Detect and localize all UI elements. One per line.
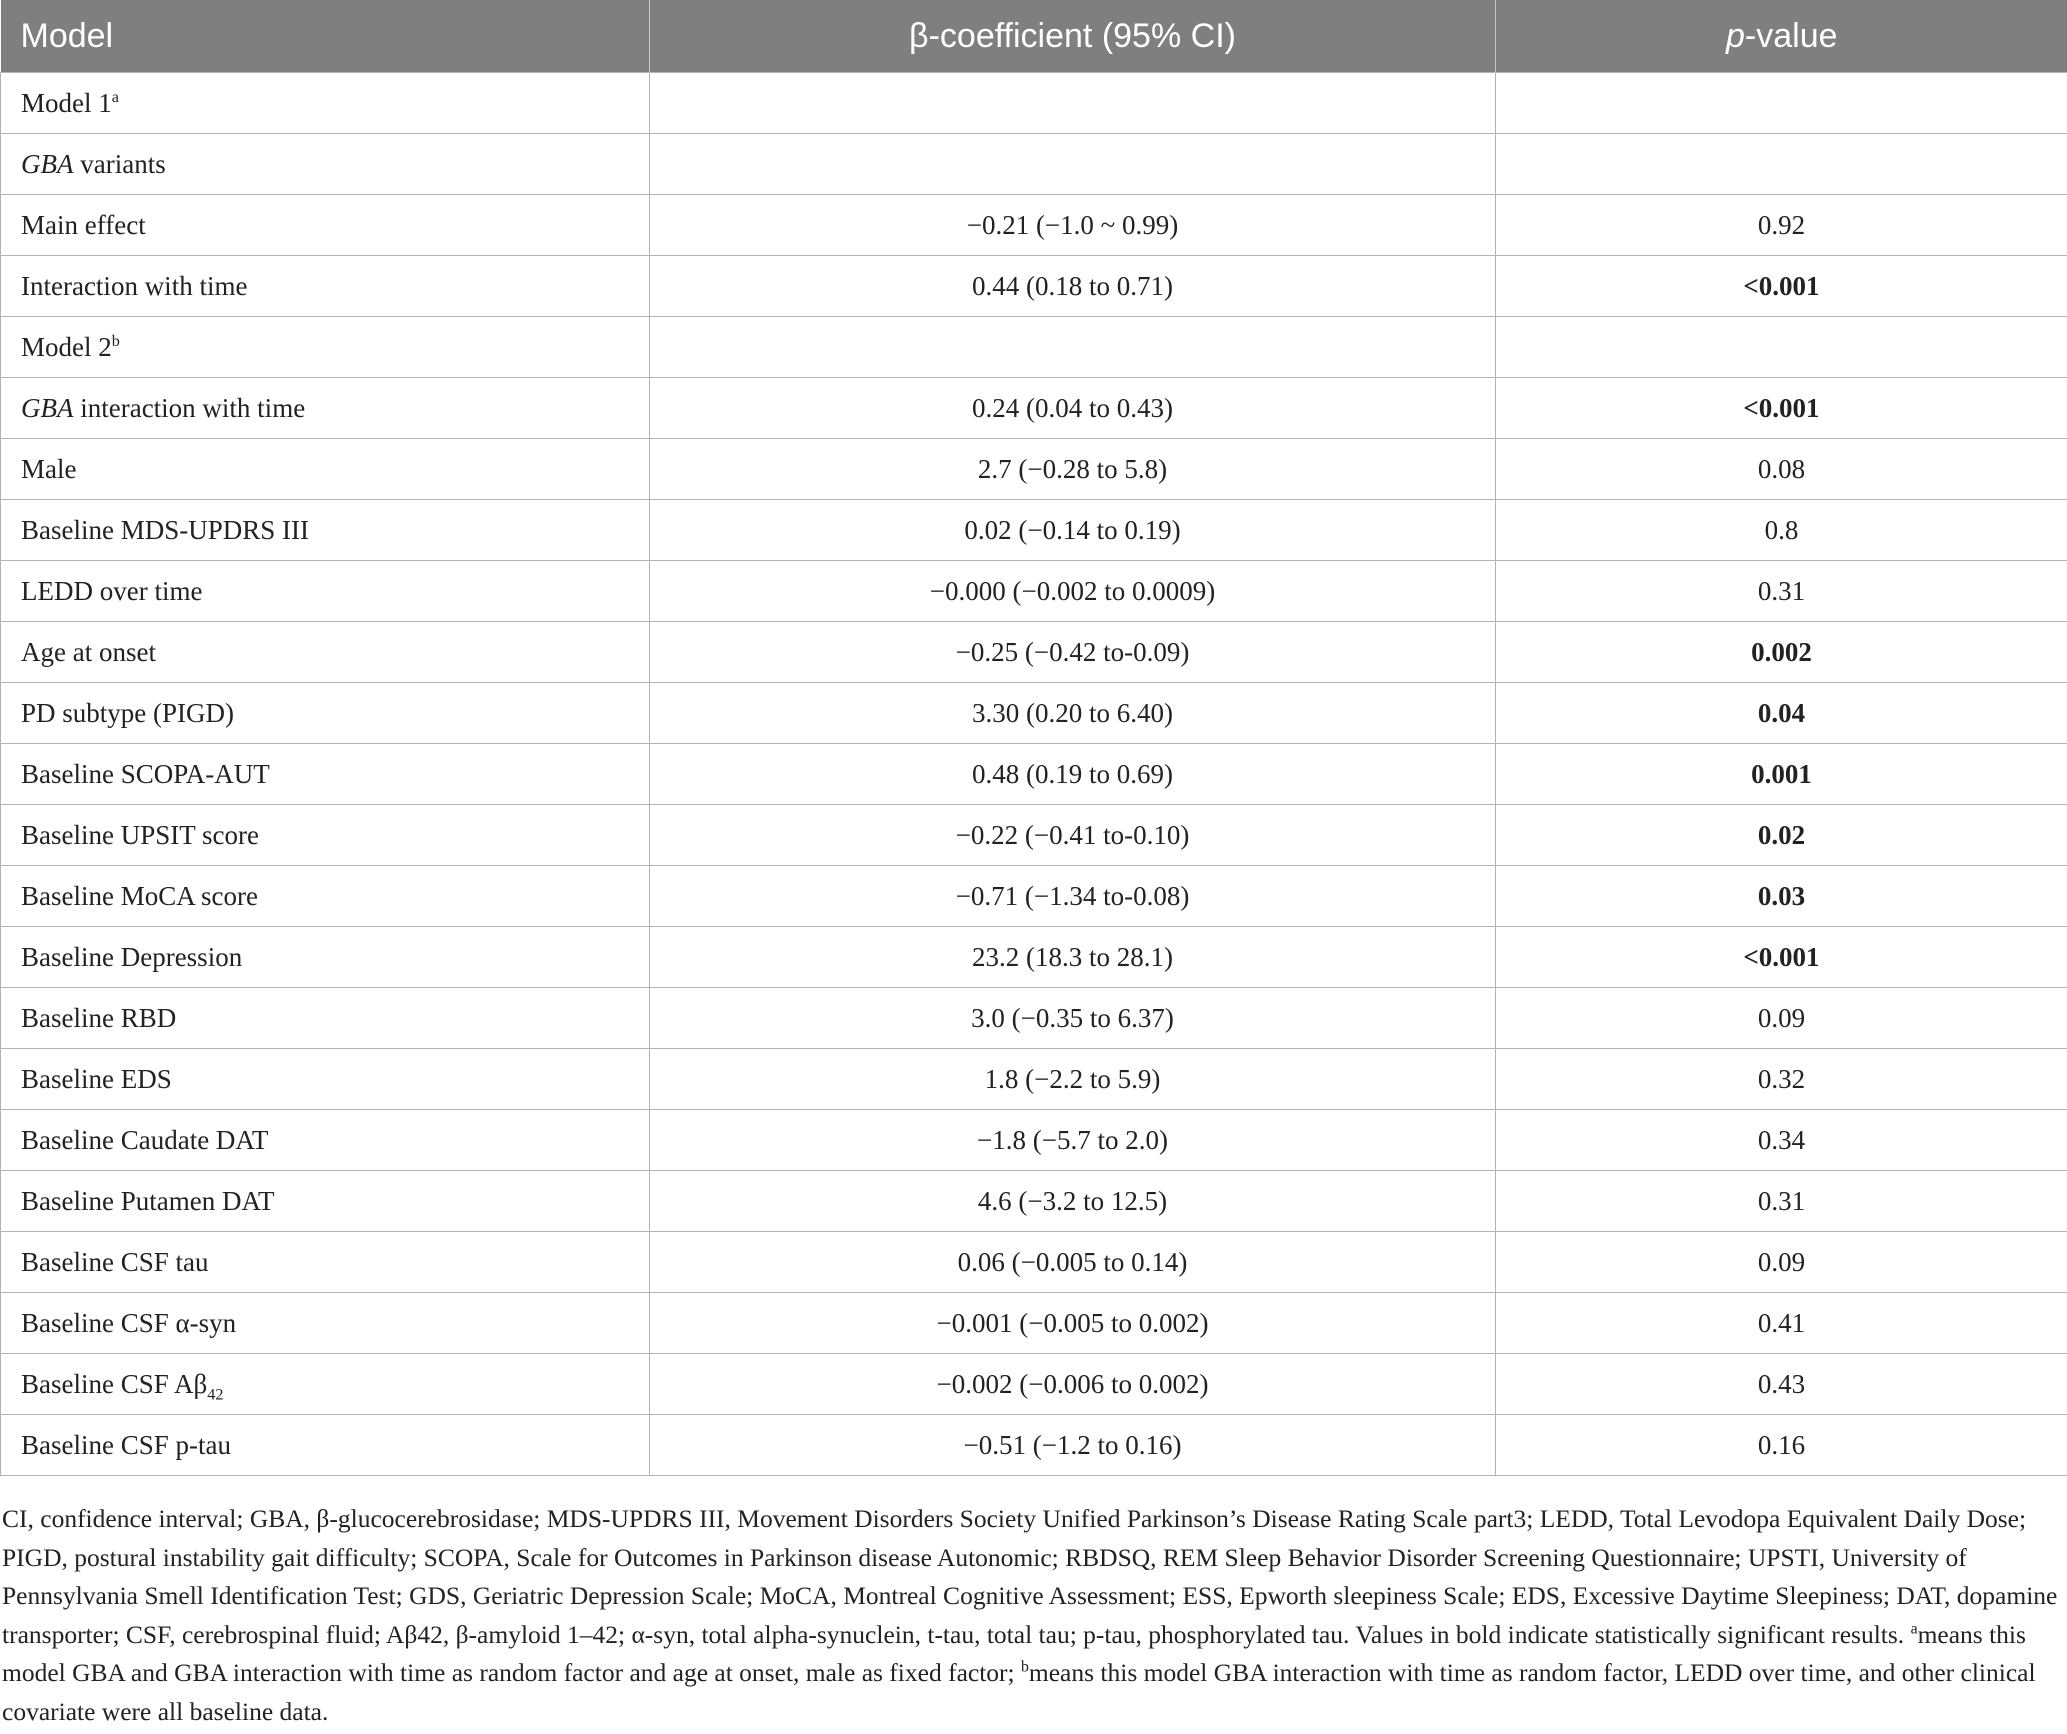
row-label	[1, 134, 650, 195]
row-beta	[650, 134, 1496, 195]
row-beta: 1.8 (−2.2 to 5.9)	[650, 1049, 1496, 1110]
row-p-value: 0.09	[1496, 1232, 2067, 1293]
row-beta: 0.06 (−0.005 to 0.14)	[650, 1232, 1496, 1293]
row-beta: 0.48 (0.19 to 0.69)	[650, 744, 1496, 805]
row-label-italic: GBA	[21, 392, 74, 423]
row-label	[1, 561, 650, 622]
row-p-value: 0.001	[1496, 744, 2067, 805]
header-p-rest: -value	[1744, 16, 1838, 55]
table-row	[1, 1354, 2067, 1415]
row-label-text: Baseline Depression	[21, 941, 243, 972]
table-row	[1, 73, 2067, 134]
row-beta	[650, 317, 1496, 378]
table-row	[1, 1110, 2067, 1171]
row-beta: 0.24 (0.04 to 0.43)	[650, 378, 1496, 439]
row-beta: −0.000 (−0.002 to 0.0009)	[650, 561, 1496, 622]
row-beta: 2.7 (−0.28 to 5.8)	[650, 439, 1496, 500]
table-row	[1, 1232, 2067, 1293]
row-label	[1, 1354, 650, 1415]
row-label	[1, 1232, 650, 1293]
row-label-text: Model 2	[21, 331, 112, 362]
row-label-text: Baseline UPSIT score	[21, 819, 259, 850]
table-row	[1, 1293, 2067, 1354]
table-body	[1, 73, 2067, 1476]
table-row	[1, 195, 2067, 256]
row-label-text: PD subtype (PIGD)	[21, 697, 234, 728]
header-beta: β-coefficient (95% CI)	[650, 0, 1496, 73]
row-beta: −0.001 (−0.005 to 0.002)	[650, 1293, 1496, 1354]
table-row	[1, 378, 2067, 439]
row-label	[1, 988, 650, 1049]
row-p-value: <0.001	[1496, 256, 2067, 317]
row-label-text: LEDD over time	[21, 575, 203, 606]
table-row	[1, 256, 2067, 317]
row-p-value: 0.002	[1496, 622, 2067, 683]
table-header-row	[1, 0, 2067, 73]
row-beta: −0.21 (−1.0 ~ 0.99)	[650, 195, 1496, 256]
row-p-value	[1496, 317, 2067, 378]
row-label-superscript: a	[111, 87, 119, 106]
row-beta: 23.2 (18.3 to 28.1)	[650, 927, 1496, 988]
row-beta: 3.30 (0.20 to 6.40)	[650, 683, 1496, 744]
row-label	[1, 1110, 650, 1171]
row-label-rest: interaction with time	[73, 392, 306, 423]
row-label	[1, 317, 650, 378]
row-label-text: Interaction with time	[21, 270, 248, 301]
table-row	[1, 988, 2067, 1049]
row-label-text: Baseline Caudate DAT	[21, 1124, 269, 1155]
row-p-value	[1496, 134, 2067, 195]
row-label	[1, 622, 650, 683]
row-p-value: <0.001	[1496, 378, 2067, 439]
row-p-value: 0.41	[1496, 1293, 2067, 1354]
table-row	[1, 439, 2067, 500]
row-beta: −0.51 (−1.2 to 0.16)	[650, 1415, 1496, 1476]
table-row	[1, 927, 2067, 988]
row-label-text: Baseline Putamen DAT	[21, 1185, 275, 1216]
row-label	[1, 195, 650, 256]
row-label-italic: GBA	[21, 148, 74, 179]
row-p-value: 0.16	[1496, 1415, 2067, 1476]
row-label	[1, 439, 650, 500]
row-p-value	[1496, 73, 2067, 134]
row-label-subscript: 42	[207, 1384, 224, 1403]
row-label	[1, 744, 650, 805]
row-label	[1, 1171, 650, 1232]
row-label-text: Model 1	[21, 87, 112, 118]
row-beta: −0.25 (−0.42 to-0.09)	[650, 622, 1496, 683]
table-row	[1, 622, 2067, 683]
header-p-value	[1496, 0, 2067, 73]
row-label-text: Baseline SCOPA-AUT	[21, 758, 270, 789]
table-row	[1, 1415, 2067, 1476]
row-beta: 3.0 (−0.35 to 6.37)	[650, 988, 1496, 1049]
table-row	[1, 1049, 2067, 1110]
row-label-text: Baseline CSF p-tau	[21, 1429, 231, 1460]
footnote-sup-a: a	[1910, 1620, 1918, 1637]
footnote-sup-b: b	[1021, 1658, 1029, 1676]
table-row	[1, 500, 2067, 561]
row-beta: −0.71 (−1.34 to-0.08)	[650, 866, 1496, 927]
footnote-main: CI, confidence interval; GBA, β-glucocerebrosidase; MDS-UPDRS III, Movement Disorders Society Unified Parkinson’s Disease Rating Scale part3; LEDD, Total Levodopa Equivalent Daily Dose; PIGD, postural instability gait difficulty; SCOPA, Scale for Outcomes in Parkinson disease Autonomic; RBDSQ, REM Sleep Behavior Disorder Screening Questionnaire; UPSTI, University of Pennsylvania Smell Identification Test; GDS, Geriatric Depression Scale; MoCA, Montreal Cognitive Assessment; ESS, Epworth sleepiness Scale; EDS, Excessive Daytime Sleepiness; DAT, dopamine transporter; CSF, cerebrospinal fluid; Aβ42, β-amyloid 1–42; α-syn, total alpha-synuclein, t-tau, total tau; p-tau, phosphorylated tau. Values in bold indicate statistically significant results.	[2, 1504, 2058, 1649]
row-p-value: <0.001	[1496, 927, 2067, 988]
row-label	[1, 500, 650, 561]
table-row	[1, 134, 2067, 195]
row-label-text: Main effect	[21, 209, 146, 240]
row-p-value: 0.92	[1496, 195, 2067, 256]
table-row	[1, 561, 2067, 622]
row-label-text: Age at onset	[21, 636, 156, 667]
row-beta: 0.44 (0.18 to 0.71)	[650, 256, 1496, 317]
row-label	[1, 378, 650, 439]
row-p-value: 0.03	[1496, 866, 2067, 927]
row-label	[1, 927, 650, 988]
row-beta: −0.002 (−0.006 to 0.002)	[650, 1354, 1496, 1415]
row-label	[1, 1415, 650, 1476]
row-label	[1, 1293, 650, 1354]
row-label-superscript: b	[111, 331, 120, 350]
row-p-value: 0.8	[1496, 500, 2067, 561]
table-row	[1, 866, 2067, 927]
header-p-italic: p	[1725, 16, 1745, 55]
footnote-note-a: means this model GBA and GBA interaction with time as random factor and age at onset, male as fixed factor;	[2, 1619, 2026, 1687]
row-beta: 0.02 (−0.14 to 0.19)	[650, 500, 1496, 561]
row-label	[1, 1049, 650, 1110]
row-beta: −1.8 (−5.7 to 2.0)	[650, 1110, 1496, 1171]
table-row	[1, 805, 2067, 866]
row-p-value: 0.34	[1496, 1110, 2067, 1171]
row-label-text: Baseline MoCA score	[21, 880, 258, 911]
row-p-value: 0.04	[1496, 683, 2067, 744]
table-row	[1, 1171, 2067, 1232]
row-label-text: Baseline CSF Aβ	[21, 1368, 208, 1399]
row-label-rest: variants	[73, 148, 166, 179]
row-beta	[650, 73, 1496, 134]
table-row	[1, 683, 2067, 744]
row-p-value: 0.08	[1496, 439, 2067, 500]
row-p-value: 0.09	[1496, 988, 2067, 1049]
header-model: Model	[1, 0, 650, 73]
row-beta: −0.22 (−0.41 to-0.10)	[650, 805, 1496, 866]
row-label-text: Male	[21, 453, 77, 484]
footnote-note-b: means this model GBA interaction with time as random factor, LEDD over time, and other clinical covariate were all baseline data.	[2, 1658, 2036, 1726]
row-label	[1, 73, 650, 134]
row-label-text: Baseline EDS	[21, 1063, 172, 1094]
row-label-text: Baseline MDS-UPDRS III	[21, 514, 309, 545]
table-footnote	[0, 1500, 2062, 1731]
row-p-value: 0.32	[1496, 1049, 2067, 1110]
row-p-value: 0.31	[1496, 561, 2067, 622]
row-p-value: 0.43	[1496, 1354, 2067, 1415]
row-label-text: Baseline CSF tau	[21, 1246, 209, 1277]
table-row	[1, 317, 2067, 378]
row-label-text: Baseline RBD	[21, 1002, 177, 1033]
table-row	[1, 744, 2067, 805]
row-beta: 4.6 (−3.2 to 12.5)	[650, 1171, 1496, 1232]
row-label	[1, 805, 650, 866]
row-label	[1, 256, 650, 317]
row-label	[1, 683, 650, 744]
row-p-value: 0.31	[1496, 1171, 2067, 1232]
row-p-value: 0.02	[1496, 805, 2067, 866]
row-label-text: Baseline CSF α-syn	[21, 1307, 237, 1338]
row-label	[1, 866, 650, 927]
